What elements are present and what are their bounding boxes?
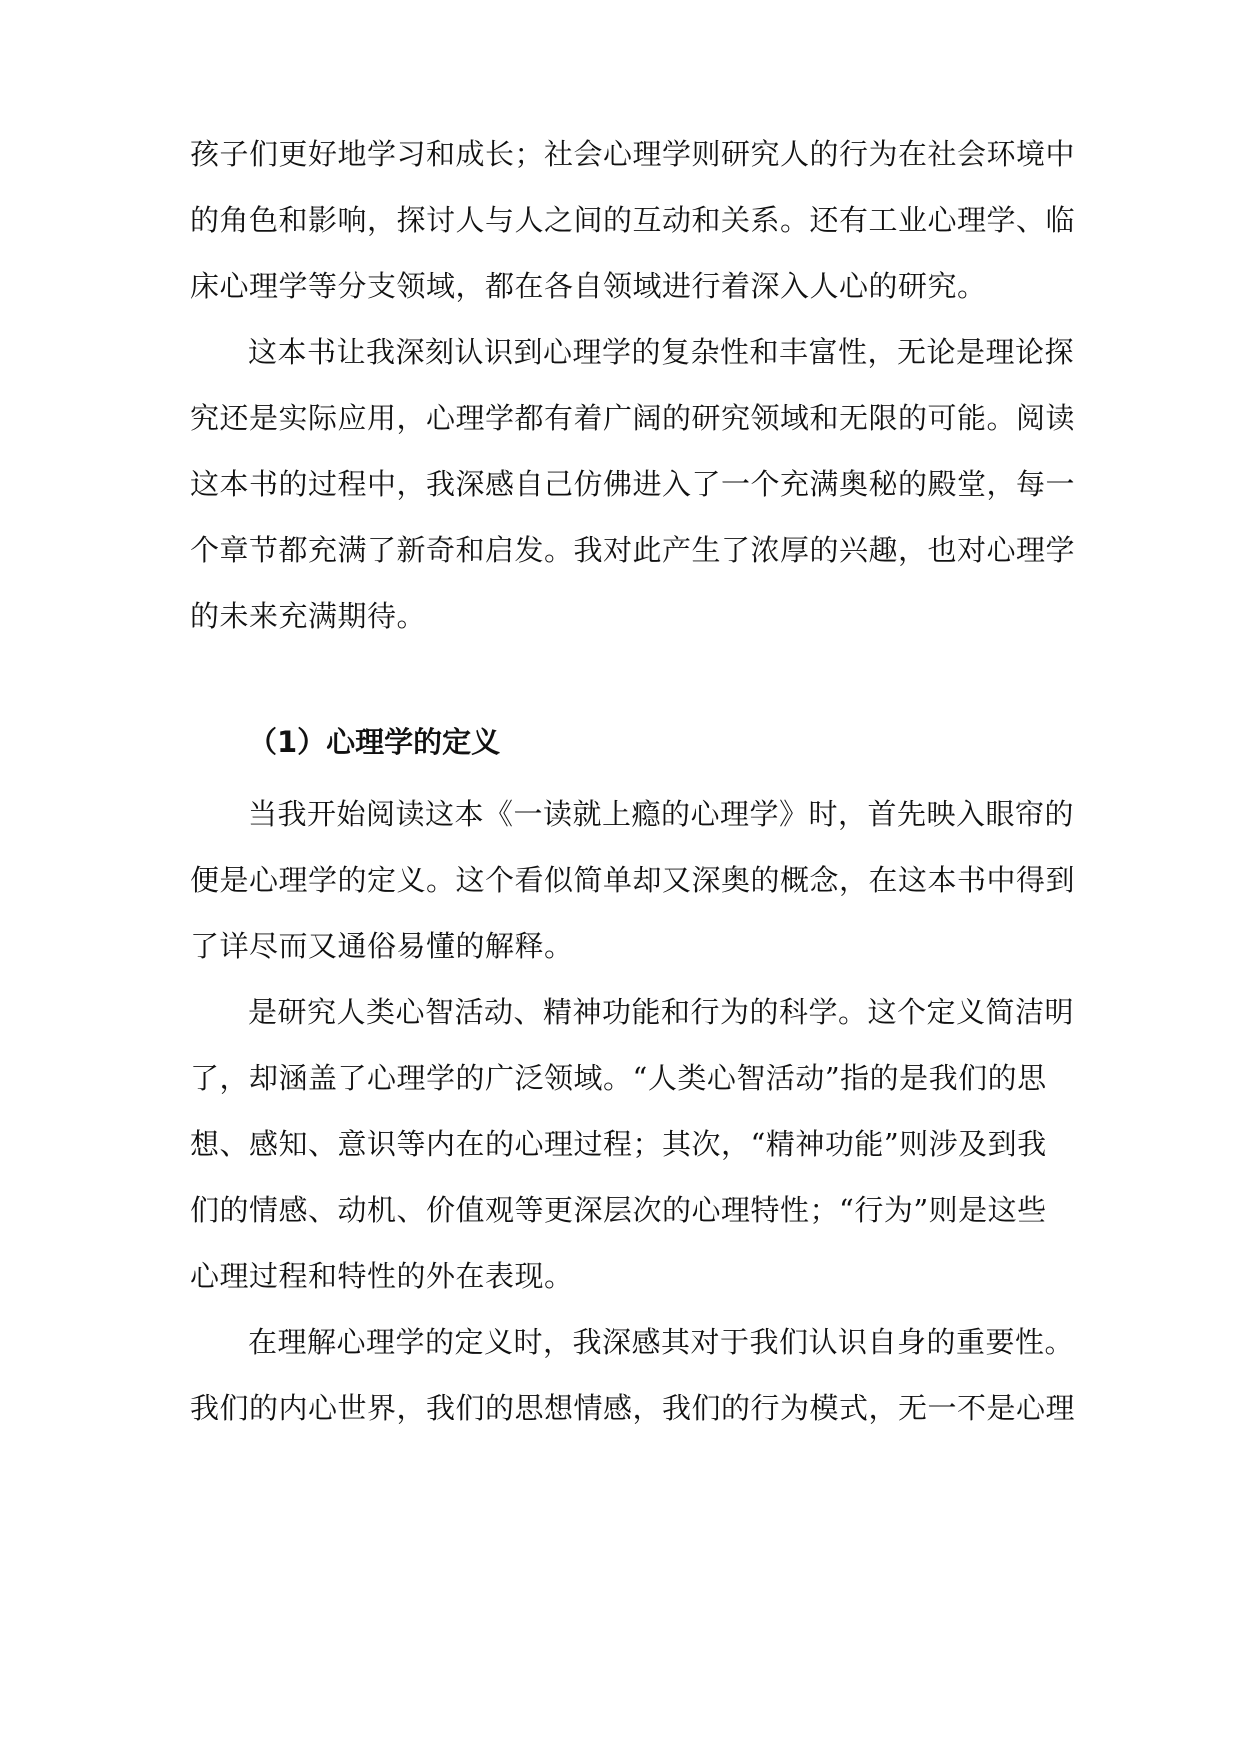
paragraph-line: 我们的内心世界，我们的思想情感，我们的行为模式，无一不是心理: [190, 1391, 1076, 1425]
paragraph-line: 孩子们更好地学习和成长；社会心理学则研究人的行为在社会环境中: [190, 137, 1076, 171]
paragraph-line: 究还是实际应用，心理学都有着广阔的研究领域和无限的可能。阅读: [190, 401, 1076, 435]
paragraph-line: 当我开始阅读这本《一读就上瘾的心理学》时，首先映入眼帘的: [248, 797, 1075, 831]
paragraph-line: 了，却涵盖了心理学的广泛领域。“人类心智活动”指的是我们的思: [190, 1061, 1047, 1095]
paragraph-line: 床心理学等分支领域，都在各自领域进行着深入人心的研究。: [190, 269, 987, 303]
paragraph-line: 了详尽而又通俗易懂的解释。: [190, 929, 574, 963]
paragraph-line: 个章节都充满了新奇和启发。我对此产生了浓厚的兴趣，也对心理学: [190, 533, 1076, 567]
paragraph-line: 这本书让我深刻认识到心理学的复杂性和丰富性，无论是理论探: [248, 335, 1075, 369]
paragraph-line: 想、感知、意识等内在的心理过程；其次，“精神功能”则涉及到我: [190, 1127, 1047, 1161]
section-heading: （1）心理学的定义: [248, 725, 501, 759]
paragraph-line: 心理过程和特性的外在表现。: [190, 1259, 574, 1293]
paragraph-line: 便是心理学的定义。这个看似简单却又深奥的概念，在这本书中得到: [190, 863, 1076, 897]
paragraph-line: 在理解心理学的定义时，我深感其对于我们认识自身的重要性。: [248, 1325, 1075, 1359]
paragraph-line: 这本书的过程中，我深感自己仿佛进入了一个充满奥秘的殿堂，每一: [190, 467, 1076, 501]
paragraph-line: 们的情感、动机、价值观等更深层次的心理特性；“行为”则是这些: [190, 1193, 1047, 1227]
paragraph-line: 的未来充满期待。: [190, 599, 427, 633]
paragraph-line: 是研究人类心智活动、精神功能和行为的科学。这个定义简洁明: [248, 995, 1075, 1029]
paragraph-line: 的角色和影响，探讨人与人之间的互动和关系。还有工业心理学、临: [190, 203, 1076, 237]
